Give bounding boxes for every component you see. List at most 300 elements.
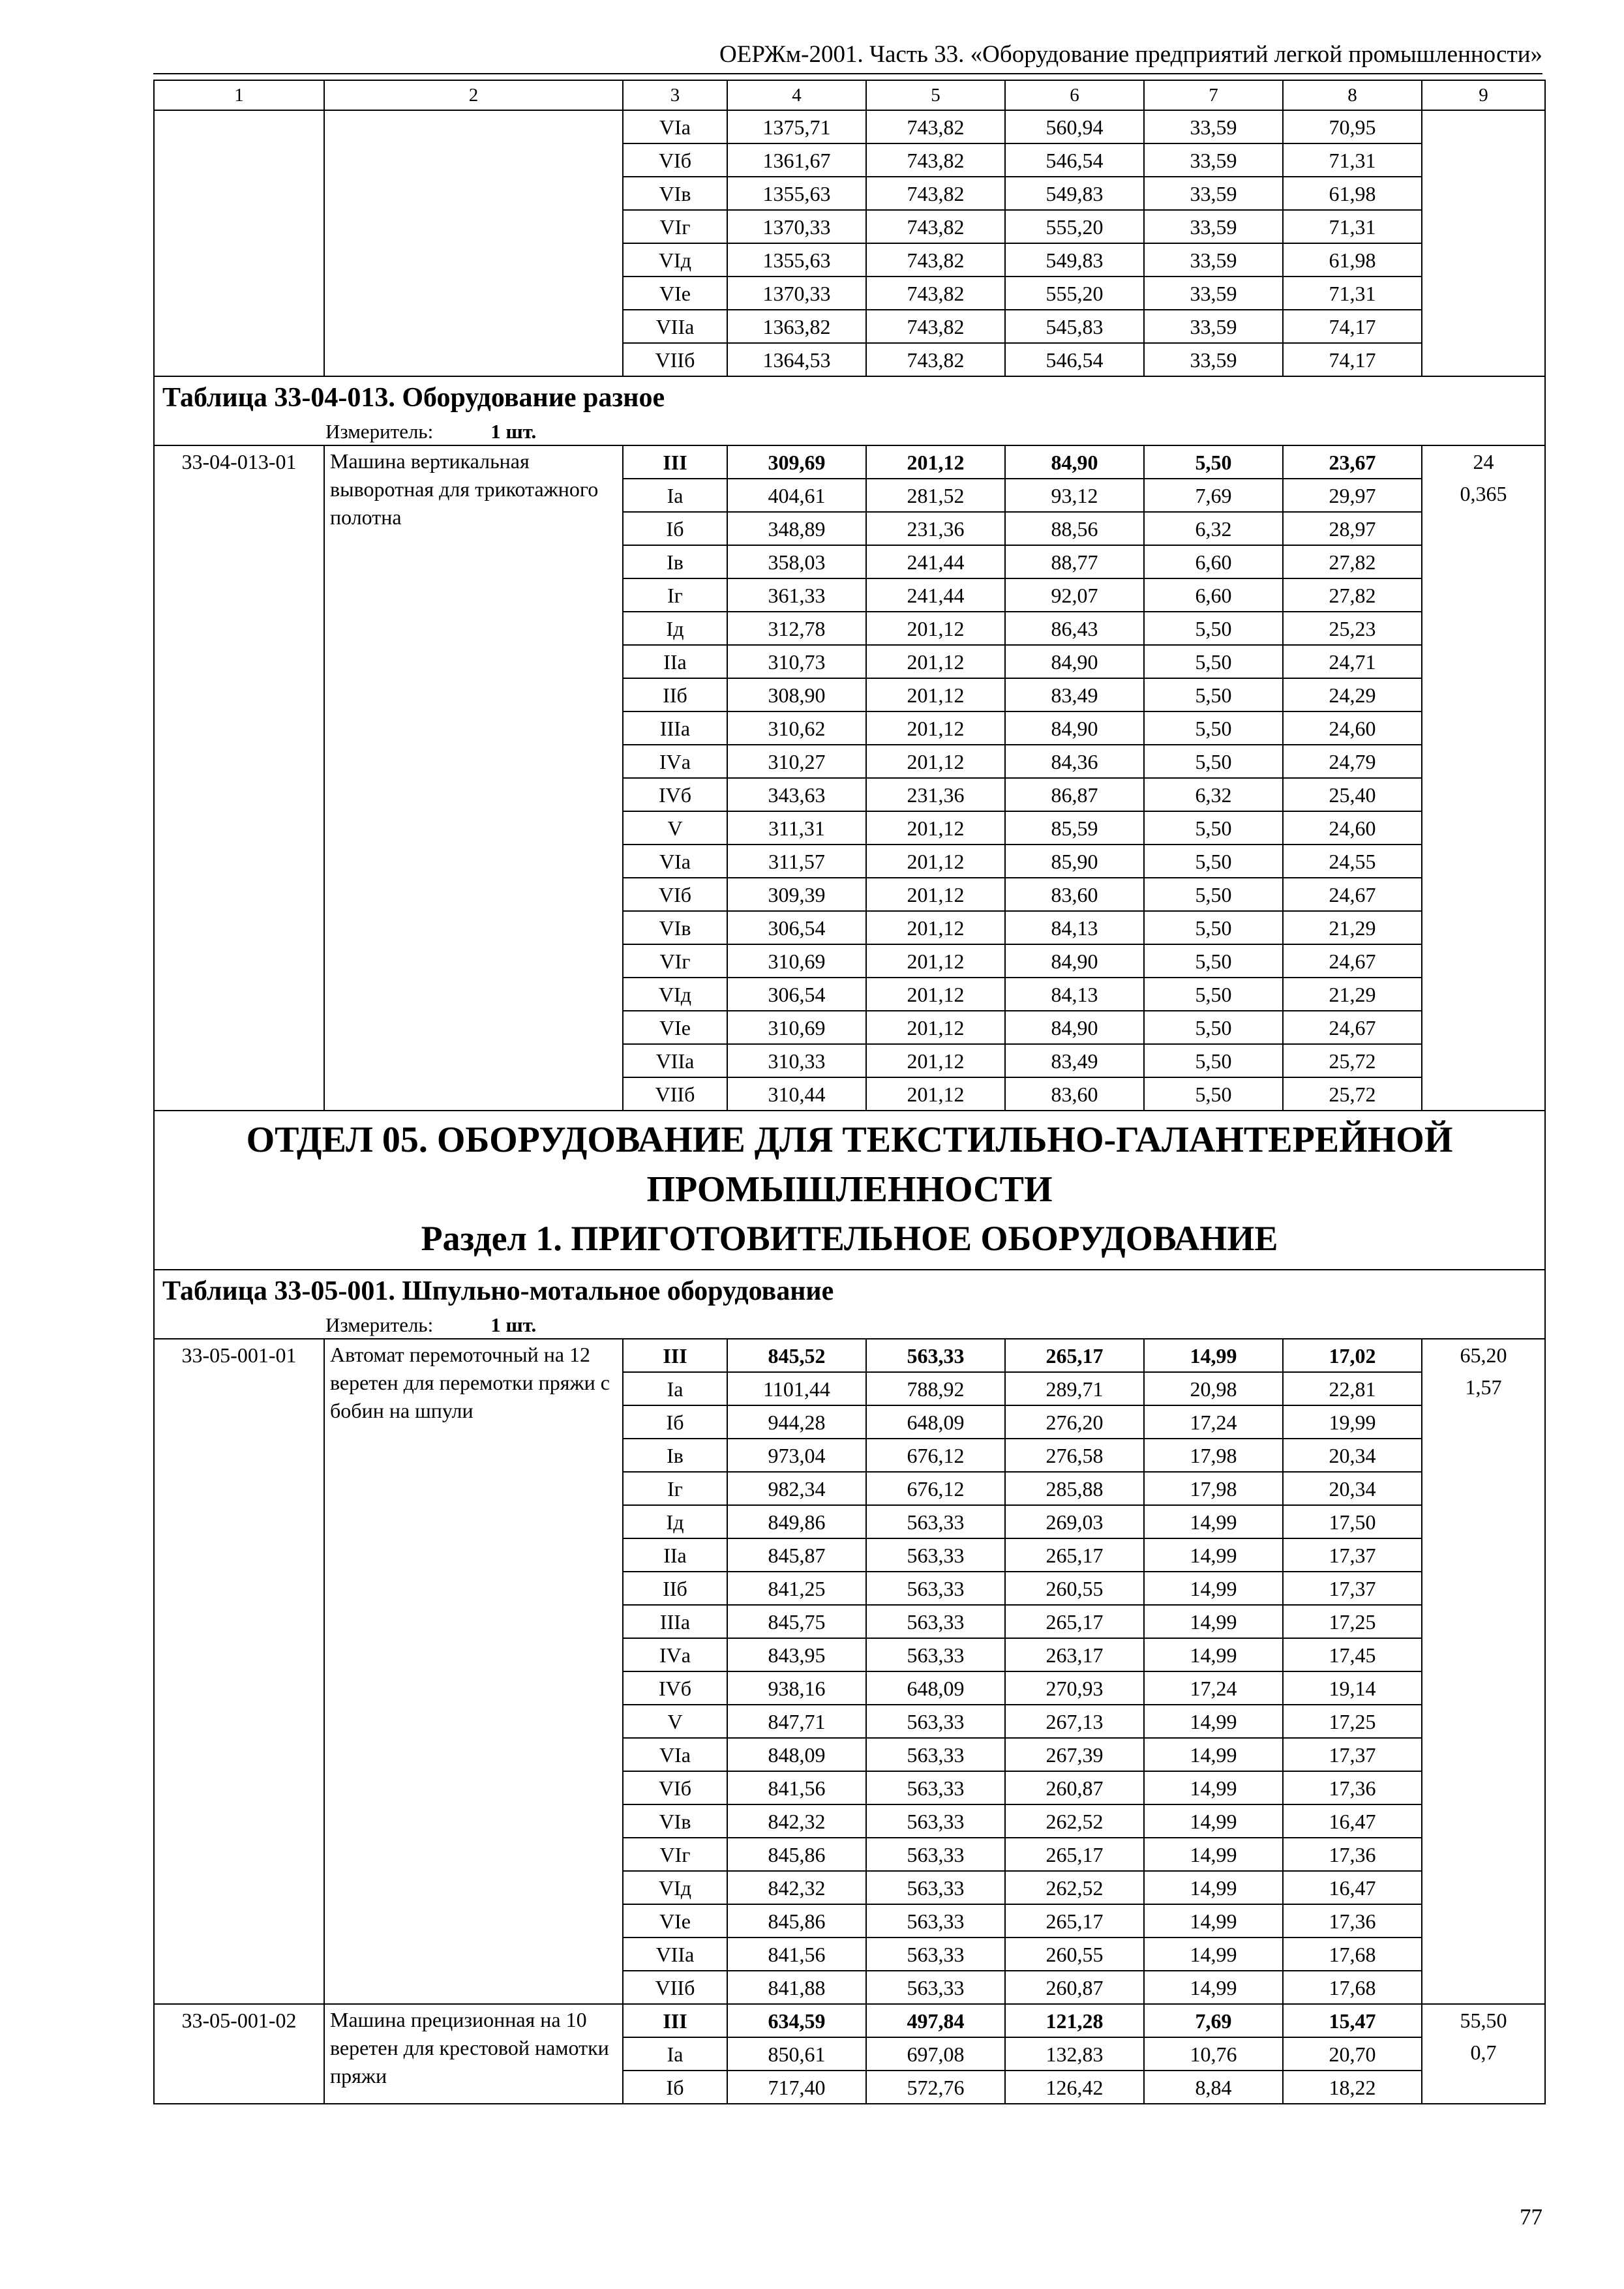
value-cell-c7: 5,50 (1144, 645, 1283, 678)
column-number: 3 (623, 80, 727, 110)
table-title-row (154, 376, 1545, 419)
value-cell-c4: 973,04 (727, 1439, 866, 1472)
value-cell-c5: 743,82 (866, 110, 1005, 143)
column-number: 6 (1005, 80, 1144, 110)
value-cell-c4: 1355,63 (727, 243, 866, 277)
value-cell-c8: 17,37 (1283, 1738, 1422, 1771)
value-cell-c7: 17,98 (1144, 1439, 1283, 1472)
value-cell-c6: 263,17 (1005, 1638, 1144, 1671)
value-cell-c6: 84,90 (1005, 711, 1144, 745)
value-cell-c5: 743,82 (866, 177, 1005, 210)
value-cell-c8: 17,68 (1283, 1971, 1422, 2004)
value-cell-c4: 343,63 (727, 778, 866, 811)
value-cell-c8: 61,98 (1283, 177, 1422, 210)
value-cell-c8: 20,34 (1283, 1439, 1422, 1472)
value-cell-c5: 788,92 (866, 1372, 1005, 1405)
value-cell-c4: 717,40 (727, 2071, 866, 2104)
value-cell-c4: 1370,33 (727, 277, 866, 310)
value-cell-c4: 634,59 (727, 2004, 866, 2037)
value-cell-c6: 85,59 (1005, 811, 1144, 845)
value-cell-c4: 348,89 (727, 512, 866, 545)
value-cell-c4: 1370,33 (727, 210, 866, 243)
zone-cell: VIб (623, 878, 727, 911)
value-cell-c5: 697,08 (866, 2037, 1005, 2071)
zone-cell: Iв (623, 1439, 727, 1472)
zone-cell: VIа (623, 110, 727, 143)
zone-cell: III (623, 1339, 727, 1372)
value-cell-c7: 5,50 (1144, 1077, 1283, 1111)
item-code: 33-05-001-01 (154, 1339, 324, 2004)
value-cell-c8: 71,31 (1283, 277, 1422, 310)
zone-cell: VIд (623, 978, 727, 1011)
value-cell-c5: 201,12 (866, 612, 1005, 645)
value-cell-c4: 306,54 (727, 911, 866, 944)
value-cell-c5: 201,12 (866, 711, 1005, 745)
zone-cell: IIа (623, 645, 727, 678)
value-cell-c7: 8,84 (1144, 2071, 1283, 2104)
value-cell-c6: 260,55 (1005, 1572, 1144, 1605)
value-cell-c5: 201,12 (866, 845, 1005, 878)
zone-cell: V (623, 811, 727, 845)
value-cell-c4: 848,09 (727, 1738, 866, 1771)
value-cell-c5: 201,12 (866, 911, 1005, 944)
value-cell-c4: 361,33 (727, 578, 866, 612)
zone-cell: Iа (623, 1372, 727, 1405)
value-cell-c5: 572,76 (866, 2071, 1005, 2104)
value-cell-c5: 743,82 (866, 210, 1005, 243)
value-cell-c8: 19,14 (1283, 1671, 1422, 1705)
value-cell-c6: 83,60 (1005, 1077, 1144, 1111)
zone-cell: Iг (623, 578, 727, 612)
value-cell-c6: 260,87 (1005, 1771, 1144, 1804)
zone-cell: VIг (623, 944, 727, 978)
value-cell-c6: 93,12 (1005, 479, 1144, 512)
value-cell-c4: 310,62 (727, 711, 866, 745)
value-cell-c8: 29,97 (1283, 479, 1422, 512)
item-description: Машина вертикальная выворотная для трикотажного полотна (324, 445, 623, 1111)
value-cell-c5: 563,33 (866, 1605, 1005, 1638)
column-number: 1 (154, 80, 324, 110)
value-cell-c5: 563,33 (866, 1572, 1005, 1605)
value-cell-c4: 306,54 (727, 978, 866, 1011)
value-cell-c7: 14,99 (1144, 1339, 1283, 1372)
value-cell-c6: 289,71 (1005, 1372, 1144, 1405)
col9-value: 65,20 (1460, 1343, 1507, 1367)
zone-cell: VIг (623, 1838, 727, 1871)
zone-cell: Iд (623, 1505, 727, 1538)
meter-unit: 1 шт. (490, 1313, 537, 1336)
value-cell-c6: 262,52 (1005, 1804, 1144, 1838)
value-cell-c7: 14,99 (1144, 1705, 1283, 1738)
zone-cell: Iб (623, 2071, 727, 2104)
value-cell-c6: 269,03 (1005, 1505, 1144, 1538)
value-cell-c4: 841,56 (727, 1937, 866, 1971)
value-cell-c4: 845,86 (727, 1838, 866, 1871)
zone-cell: Iв (623, 545, 727, 578)
value-cell-c7: 5,50 (1144, 1011, 1283, 1044)
value-cell-c7: 33,59 (1144, 343, 1283, 376)
value-cell-c4: 1363,82 (727, 310, 866, 343)
meter-unit: 1 шт. (490, 420, 537, 443)
column-number: 7 (1144, 80, 1283, 110)
value-cell-c8: 27,82 (1283, 545, 1422, 578)
value-cell-c5: 201,12 (866, 944, 1005, 978)
value-cell-c4: 1361,67 (727, 143, 866, 177)
value-cell-c4: 310,44 (727, 1077, 866, 1111)
value-cell-c7: 7,69 (1144, 479, 1283, 512)
value-cell-c7: 33,59 (1144, 110, 1283, 143)
value-cell-c6: 84,90 (1005, 645, 1144, 678)
zone-cell: III (623, 2004, 727, 2037)
column-number: 4 (727, 80, 866, 110)
value-cell-c5: 201,12 (866, 445, 1005, 479)
value-cell-c4: 404,61 (727, 479, 866, 512)
value-cell-c7: 17,24 (1144, 1671, 1283, 1705)
code-cell-empty (154, 110, 324, 376)
item-code: 33-04-013-01 (154, 445, 324, 1111)
zone-cell: Iб (623, 512, 727, 545)
zone-cell: VIг (623, 210, 727, 243)
col9-value: 24 (1473, 450, 1494, 473)
zone-cell: VIд (623, 1871, 727, 1904)
value-cell-c7: 5,50 (1144, 845, 1283, 878)
value-cell-c4: 841,25 (727, 1572, 866, 1605)
value-cell-c7: 14,99 (1144, 1505, 1283, 1538)
value-cell-c5: 648,09 (866, 1671, 1005, 1705)
value-cell-c4: 358,03 (727, 545, 866, 578)
value-cell-c7: 5,50 (1144, 811, 1283, 845)
value-cell-c8: 24,67 (1283, 1011, 1422, 1044)
value-cell-c5: 201,12 (866, 1044, 1005, 1077)
value-cell-c5: 201,12 (866, 878, 1005, 911)
zone-cell: IIIа (623, 1605, 727, 1638)
zone-cell: VIIб (623, 1077, 727, 1111)
value-cell-c5: 563,33 (866, 1505, 1005, 1538)
value-cell-c7: 5,50 (1144, 445, 1283, 479)
value-cell-c6: 560,94 (1005, 110, 1144, 143)
value-cell-c5: 563,33 (866, 1705, 1005, 1738)
value-cell-c6: 270,93 (1005, 1671, 1144, 1705)
value-cell-c4: 841,88 (727, 1971, 866, 2004)
value-cell-c6: 84,13 (1005, 911, 1144, 944)
col9-cell (1422, 2004, 1545, 2104)
value-cell-c6: 86,43 (1005, 612, 1144, 645)
value-cell-c7: 14,99 (1144, 1638, 1283, 1671)
zone-cell: VIв (623, 911, 727, 944)
value-cell-c8: 61,98 (1283, 243, 1422, 277)
value-cell-c4: 309,39 (727, 878, 866, 911)
value-cell-c6: 555,20 (1005, 277, 1144, 310)
value-cell-c7: 14,99 (1144, 1738, 1283, 1771)
value-cell-c8: 17,36 (1283, 1771, 1422, 1804)
value-cell-c8: 18,22 (1283, 2071, 1422, 2104)
value-cell-c6: 546,54 (1005, 343, 1144, 376)
value-cell-c8: 22,81 (1283, 1372, 1422, 1405)
value-cell-c7: 20,98 (1144, 1372, 1283, 1405)
value-cell-c8: 24,29 (1283, 678, 1422, 711)
value-cell-c8: 71,31 (1283, 210, 1422, 243)
value-cell-c8: 17,37 (1283, 1538, 1422, 1572)
column-number: 9 (1422, 80, 1545, 110)
meter-row (154, 1312, 1545, 1339)
value-cell-c8: 74,17 (1283, 310, 1422, 343)
value-cell-c4: 982,34 (727, 1472, 866, 1505)
value-cell-c4: 843,95 (727, 1638, 866, 1671)
value-cell-c5: 743,82 (866, 310, 1005, 343)
value-cell-c8: 24,60 (1283, 711, 1422, 745)
value-cell-c6: 88,77 (1005, 545, 1144, 578)
meter-cell (154, 1312, 1545, 1339)
zone-cell: VIе (623, 277, 727, 310)
value-cell-c4: 311,57 (727, 845, 866, 878)
table-row (154, 2004, 1545, 2037)
value-cell-c4: 842,32 (727, 1804, 866, 1838)
value-cell-c7: 17,98 (1144, 1472, 1283, 1505)
page-number: 77 (1520, 2204, 1542, 2230)
item-description: Машина прецизионная на 10 веретен для крестовой намотки пряжи (324, 2004, 623, 2104)
value-cell-c4: 847,71 (727, 1705, 866, 1738)
value-cell-c8: 27,82 (1283, 578, 1422, 612)
value-cell-c5: 563,33 (866, 1771, 1005, 1804)
value-cell-c5: 563,33 (866, 1937, 1005, 1971)
value-cell-c6: 285,88 (1005, 1472, 1144, 1505)
zone-cell: VIв (623, 1804, 727, 1838)
value-cell-c5: 201,12 (866, 811, 1005, 845)
value-cell-c8: 70,95 (1283, 110, 1422, 143)
zone-cell: VIIб (623, 343, 727, 376)
value-cell-c7: 14,99 (1144, 1538, 1283, 1572)
zone-cell: IIб (623, 678, 727, 711)
column-number-row (154, 80, 1545, 110)
rates-table-body (154, 80, 1545, 2104)
value-cell-c6: 84,90 (1005, 944, 1144, 978)
zone-cell: VIа (623, 845, 727, 878)
value-cell-c8: 20,34 (1283, 1472, 1422, 1505)
zone-cell: IIа (623, 1538, 727, 1572)
value-cell-c7: 5,50 (1144, 1044, 1283, 1077)
zone-cell: VIа (623, 1738, 727, 1771)
zone-cell: III (623, 445, 727, 479)
value-cell-c5: 563,33 (866, 1838, 1005, 1871)
value-cell-c6: 265,17 (1005, 1904, 1144, 1937)
zone-cell: Iа (623, 479, 727, 512)
value-cell-c5: 231,36 (866, 778, 1005, 811)
value-cell-c8: 17,50 (1283, 1505, 1422, 1538)
table-title: Таблица 33-04-013. Оборудование разное (154, 376, 1545, 419)
value-cell-c8: 21,29 (1283, 978, 1422, 1011)
meter-label: Измеритель: (325, 420, 434, 443)
value-cell-c6: 267,13 (1005, 1705, 1144, 1738)
value-cell-c5: 676,12 (866, 1439, 1005, 1472)
value-cell-c4: 1101,44 (727, 1372, 866, 1405)
value-cell-c7: 6,60 (1144, 578, 1283, 612)
value-cell-c5: 563,33 (866, 1971, 1005, 2004)
value-cell-c7: 10,76 (1144, 2037, 1283, 2071)
value-cell-c6: 85,90 (1005, 845, 1144, 878)
value-cell-c5: 201,12 (866, 745, 1005, 778)
section-title: Раздел 1. ПРИГОТОВИТЕЛЬНОЕ ОБОРУДОВАНИЕ (421, 1219, 1278, 1258)
value-cell-c7: 14,99 (1144, 1838, 1283, 1871)
value-cell-c4: 849,86 (727, 1505, 866, 1538)
value-cell-c7: 33,59 (1144, 177, 1283, 210)
value-cell-c6: 86,87 (1005, 778, 1144, 811)
zone-cell: VIIа (623, 1937, 727, 1971)
value-cell-c7: 14,99 (1144, 1871, 1283, 1904)
value-cell-c5: 563,33 (866, 1804, 1005, 1838)
value-cell-c6: 546,54 (1005, 143, 1144, 177)
value-cell-c7: 17,24 (1144, 1405, 1283, 1439)
col9-cell-empty (1422, 110, 1545, 376)
value-cell-c5: 648,09 (866, 1405, 1005, 1439)
value-cell-c7: 6,60 (1144, 545, 1283, 578)
value-cell-c5: 201,12 (866, 1011, 1005, 1044)
zone-cell: IVа (623, 745, 727, 778)
value-cell-c5: 241,44 (866, 545, 1005, 578)
value-cell-c7: 5,50 (1144, 711, 1283, 745)
value-cell-c7: 7,69 (1144, 2004, 1283, 2037)
value-cell-c6: 265,17 (1005, 1838, 1144, 1871)
value-cell-c8: 24,71 (1283, 645, 1422, 678)
value-cell-c6: 88,56 (1005, 512, 1144, 545)
value-cell-c5: 201,12 (866, 678, 1005, 711)
value-cell-c4: 850,61 (727, 2037, 866, 2071)
zone-cell: VIIа (623, 310, 727, 343)
value-cell-c5: 281,52 (866, 479, 1005, 512)
table-title-row (154, 1270, 1545, 1312)
value-cell-c4: 1375,71 (727, 110, 866, 143)
value-cell-c4: 845,75 (727, 1605, 866, 1638)
value-cell-c8: 17,37 (1283, 1572, 1422, 1605)
col9-value: 0,365 (1460, 482, 1507, 505)
value-cell-c8: 24,67 (1283, 878, 1422, 911)
header-rule (153, 73, 1542, 74)
value-cell-c5: 497,84 (866, 2004, 1005, 2037)
value-cell-c7: 5,50 (1144, 978, 1283, 1011)
value-cell-c6: 84,90 (1005, 1011, 1144, 1044)
zone-cell: VIе (623, 1011, 727, 1044)
value-cell-c6: 555,20 (1005, 210, 1144, 243)
value-cell-c5: 563,33 (866, 1339, 1005, 1372)
value-cell-c5: 241,44 (866, 578, 1005, 612)
value-cell-c6: 83,49 (1005, 678, 1144, 711)
zone-cell: IVа (623, 1638, 727, 1671)
value-cell-c4: 841,56 (727, 1771, 866, 1804)
department-title: ОТДЕЛ 05. ОБОРУДОВАНИЕ ДЛЯ ТЕКСТИЛЬНО-ГАЛАНТЕРЕЙНОЙ ПРОМЫШЛЕННОСТИ (246, 1120, 1453, 1210)
value-cell-c6: 132,83 (1005, 2037, 1144, 2071)
value-cell-c7: 5,50 (1144, 944, 1283, 978)
value-cell-c4: 842,32 (727, 1871, 866, 1904)
value-cell-c4: 944,28 (727, 1405, 866, 1439)
value-cell-c8: 17,45 (1283, 1638, 1422, 1671)
value-cell-c7: 14,99 (1144, 1904, 1283, 1937)
zone-cell: VIе (623, 1904, 727, 1937)
value-cell-c4: 310,73 (727, 645, 866, 678)
value-cell-c7: 5,50 (1144, 878, 1283, 911)
value-cell-c7: 14,99 (1144, 1937, 1283, 1971)
value-cell-c8: 20,70 (1283, 2037, 1422, 2071)
column-number: 5 (866, 80, 1005, 110)
value-cell-c4: 310,69 (727, 944, 866, 978)
value-cell-c5: 743,82 (866, 343, 1005, 376)
value-cell-c6: 545,83 (1005, 310, 1144, 343)
zone-cell: IVб (623, 1671, 727, 1705)
col9-value: 1,57 (1465, 1375, 1502, 1399)
column-number: 2 (324, 80, 623, 110)
value-cell-c7: 5,50 (1144, 745, 1283, 778)
value-cell-c7: 5,50 (1144, 612, 1283, 645)
column-number: 8 (1283, 80, 1422, 110)
value-cell-c5: 231,36 (866, 512, 1005, 545)
zone-cell: VIд (623, 243, 727, 277)
value-cell-c7: 33,59 (1144, 310, 1283, 343)
value-cell-c4: 310,27 (727, 745, 866, 778)
value-cell-c5: 743,82 (866, 277, 1005, 310)
value-cell-c6: 276,58 (1005, 1439, 1144, 1472)
value-cell-c8: 28,97 (1283, 512, 1422, 545)
value-cell-c4: 310,69 (727, 1011, 866, 1044)
value-cell-c6: 265,17 (1005, 1605, 1144, 1638)
value-cell-c4: 311,31 (727, 811, 866, 845)
value-cell-c8: 17,36 (1283, 1904, 1422, 1937)
value-cell-c7: 5,50 (1144, 911, 1283, 944)
value-cell-c6: 262,52 (1005, 1871, 1144, 1904)
meter-row (154, 419, 1545, 445)
value-cell-c6: 260,87 (1005, 1971, 1144, 2004)
value-cell-c6: 83,60 (1005, 878, 1144, 911)
value-cell-c5: 201,12 (866, 645, 1005, 678)
zone-cell: Iг (623, 1472, 727, 1505)
value-cell-c8: 17,36 (1283, 1838, 1422, 1871)
value-cell-c6: 84,13 (1005, 978, 1144, 1011)
table-row (154, 1339, 1545, 1372)
value-cell-c7: 14,99 (1144, 1572, 1283, 1605)
value-cell-c4: 845,86 (727, 1904, 866, 1937)
zone-cell: Iд (623, 612, 727, 645)
value-cell-c8: 25,23 (1283, 612, 1422, 645)
value-cell-c8: 15,47 (1283, 2004, 1422, 2037)
value-cell-c8: 24,60 (1283, 811, 1422, 845)
zone-cell: VIв (623, 177, 727, 210)
value-cell-c6: 265,17 (1005, 1339, 1144, 1372)
zone-cell: IIб (623, 1572, 727, 1605)
value-cell-c6: 126,42 (1005, 2071, 1144, 2104)
value-cell-c8: 25,72 (1283, 1077, 1422, 1111)
running-header: ОЕРЖм-2001. Часть 33. «Оборудование предприятий легкой промышленности» (719, 41, 1542, 68)
value-cell-c4: 309,69 (727, 445, 866, 479)
value-cell-c4: 310,33 (727, 1044, 866, 1077)
col9-value: 55,50 (1460, 2009, 1507, 2032)
value-cell-c7: 5,50 (1144, 678, 1283, 711)
value-cell-c8: 25,72 (1283, 1044, 1422, 1077)
meter-cell (154, 419, 1545, 445)
value-cell-c5: 201,12 (866, 1077, 1005, 1111)
value-cell-c8: 24,55 (1283, 845, 1422, 878)
value-cell-c7: 33,59 (1144, 277, 1283, 310)
value-cell-c8: 16,47 (1283, 1871, 1422, 1904)
meter-label: Измеритель: (325, 1313, 434, 1336)
value-cell-c6: 265,17 (1005, 1538, 1144, 1572)
item-description: Автомат перемоточный на 12 веретен для перемотки пряжи с бобин на шпули (324, 1339, 623, 2004)
value-cell-c8: 17,68 (1283, 1937, 1422, 1971)
description-cell-empty (324, 110, 623, 376)
value-cell-c7: 33,59 (1144, 210, 1283, 243)
item-code: 33-05-001-02 (154, 2004, 324, 2104)
value-cell-c5: 676,12 (866, 1472, 1005, 1505)
zone-cell: VIб (623, 143, 727, 177)
value-cell-c7: 14,99 (1144, 1971, 1283, 2004)
value-cell-c8: 25,40 (1283, 778, 1422, 811)
zone-cell: Iб (623, 1405, 727, 1439)
